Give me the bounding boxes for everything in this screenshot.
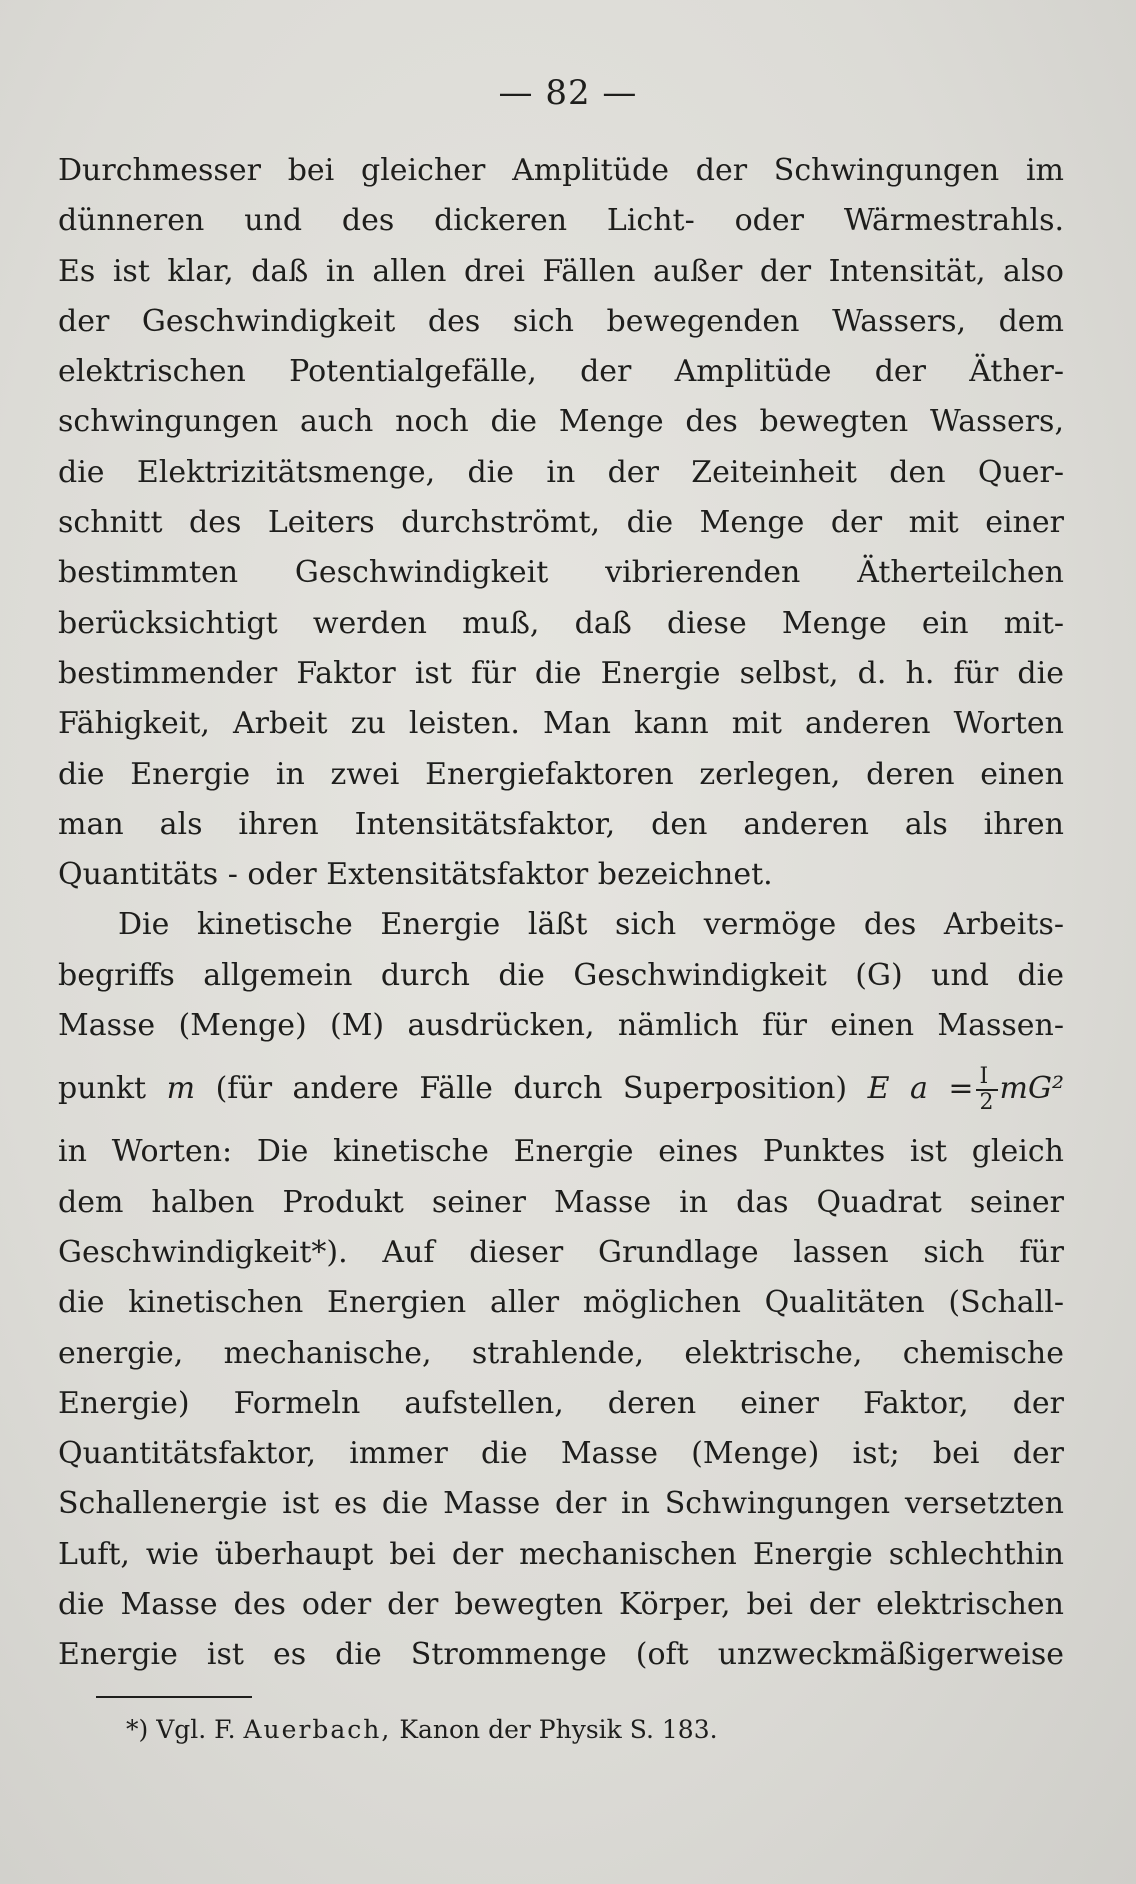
text-line: Masse (Menge) (M) ausdrücken, nämlich für einen Massen- — [58, 1008, 1064, 1044]
text-line: dünneren und des dickeren Licht- oder Wärmestrahls. — [58, 203, 1064, 239]
text-line: dem halben Produkt seiner Masse in das Quadrat seiner — [58, 1184, 1064, 1220]
footnote-rest: Kanon der Physik S. 183. — [399, 1715, 718, 1744]
formula-m: m — [166, 1071, 196, 1107]
text-line: schnitt des Leiters durchströmt, die Menge der mit einer — [58, 505, 1064, 541]
formula-text-before: punkt — [58, 1071, 147, 1107]
text-line: der Geschwindigkeit des sich bewegenden Wassers, dem — [58, 303, 1064, 339]
text-line: die Energie in zwei Energiefaktoren zerlegen, deren einen — [58, 756, 1064, 792]
text-line: die kinetischen Energien aller möglichen Qualitäten (Schall- — [58, 1285, 1064, 1321]
text-line: Quantitätsfaktor, immer die Masse (Menge) ist; bei der — [58, 1436, 1064, 1472]
footnote-rule — [96, 1696, 252, 1698]
footnote — [126, 1710, 718, 1750]
text-line: man als ihren Intensitätsfaktor, den anderen als ihren — [58, 806, 1064, 842]
text-line: bestimmten Geschwindigkeit vibrierenden Ätherteilchen — [58, 555, 1064, 591]
text-line: schwingungen auch noch die Menge des bewegten Wassers, — [58, 404, 1064, 440]
text-line: elektrischen Potentialgefälle, der Amplitüde der Äther- — [58, 354, 1064, 390]
text-line: energie, mechanische, strahlende, elektrische, chemische — [58, 1335, 1064, 1371]
text-line: bestimmender Faktor ist für die Energie selbst, d. h. für die — [58, 655, 1064, 691]
text-line: die Elektrizitätsmenge, die in der Zeiteinheit den Quer- — [58, 454, 1064, 490]
text-line: in Worten: Die kinetische Energie eines Punktes ist gleich — [58, 1134, 1064, 1170]
fraction-numerator: I — [976, 1065, 998, 1091]
text-line: Es ist klar, daß in allen drei Fällen außer der Intensität, also — [58, 253, 1064, 289]
text-line: Energie ist es die Strommenge (oft unzweckmäßigerweise — [58, 1637, 1064, 1673]
text-line: Quantitäts - oder Extensitätsfaktor bezeichnet. — [58, 857, 773, 893]
text-line: Durchmesser bei gleicher Amplitüde der Schwingungen im — [58, 153, 1064, 188]
paragraph-start-line: Die kinetische Energie läßt sich vermöge des Arbeits- — [118, 907, 1064, 943]
footnote-prefix: *) Vgl. F. — [126, 1715, 236, 1744]
formula-line — [58, 1051, 1064, 1127]
text-line: Energie) Formeln aufstellen, deren einer Faktor, der — [58, 1385, 1064, 1421]
page-number: — 82 — — [498, 73, 638, 113]
text-line: Schallenergie ist es die Masse der in Schwingungen versetzten — [58, 1486, 1064, 1522]
text-line: begriffs allgemein durch die Geschwindigkeit (G) und die — [58, 957, 1064, 993]
text-line: die Masse des oder der bewegten Körper, bei der elektrischen — [58, 1587, 1064, 1623]
footnote-author: Auerbach, — [243, 1715, 392, 1744]
formula-lhs: E a = — [867, 1071, 974, 1107]
text-line: berücksichtigt werden muß, daß diese Menge ein mit- — [58, 605, 1064, 641]
formula-rhs: mG² — [999, 1071, 1064, 1107]
text-line: Fähigkeit, Arbeit zu leisten. Man kann mit anderen Worten — [58, 706, 1064, 742]
text-line: Geschwindigkeit*). Auf dieser Grundlage lassen sich für — [58, 1234, 1064, 1270]
fraction-denominator: 2 — [979, 1090, 994, 1116]
body-text — [58, 146, 1064, 1681]
formula-text-middle: (für andere Fälle durch Superposition) — [215, 1071, 848, 1107]
text-line: Luft, wie überhaupt bei der mechanischen Energie schlechthin — [58, 1536, 1064, 1572]
formula-fraction — [976, 1065, 998, 1115]
